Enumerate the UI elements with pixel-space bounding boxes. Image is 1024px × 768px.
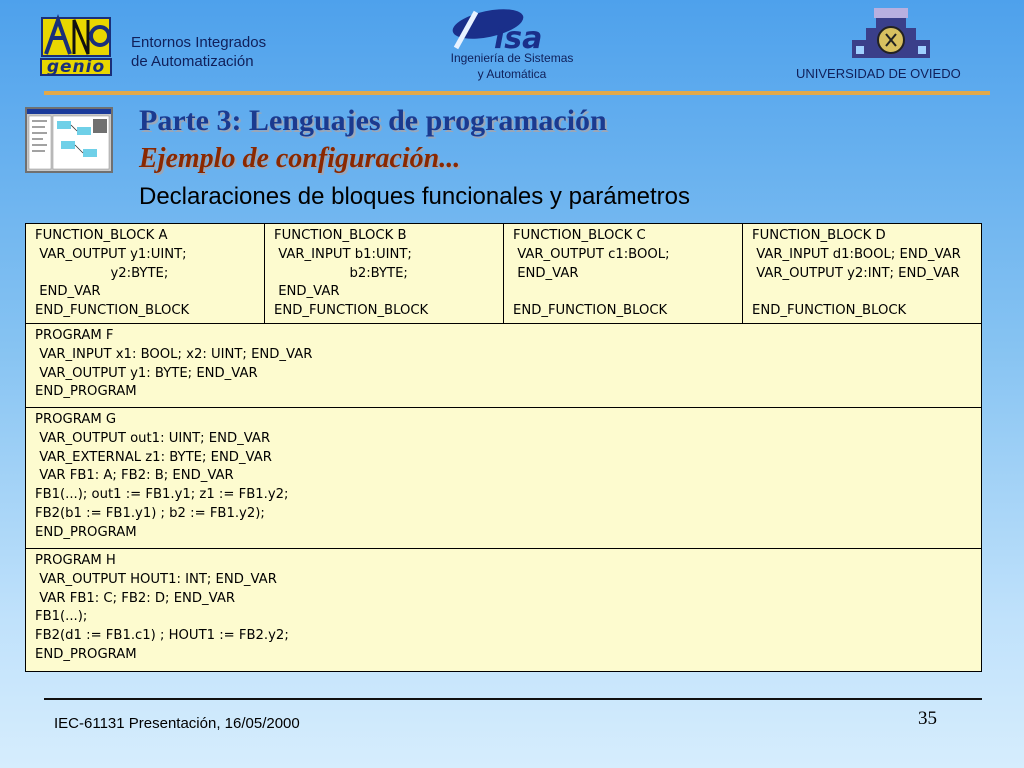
- function-block-c-cell: FUNCTION_BLOCK C VAR_OUTPUT c1:BOOL; END_VAR END_FUNCTION_BLOCK: [504, 224, 743, 324]
- window-diagram-icon: [27, 109, 111, 171]
- program-h-row: [26, 548, 982, 671]
- footer-presentation: IEC-61131 Presentación, 16/05/2000: [54, 715, 300, 732]
- university-name: UNIVERSIDAD DE OVIEDO: [796, 66, 961, 81]
- header-divider: [44, 91, 990, 95]
- code-declarations-table: [25, 223, 982, 672]
- isa-emblem-icon: [448, 6, 566, 50]
- department-name: [430, 50, 594, 82]
- function-block-b-cell: FUNCTION_BLOCK B VAR_INPUT b1:UINT; b2:BYTE; END_VAR END_FUNCTION_BLOCK: [265, 224, 504, 324]
- program-f-cell: PROGRAM F VAR_INPUT x1: BOOL; x2: UINT; END_VAR VAR_OUTPUT y1: BYTE; END_VAR END_PROGRAM: [26, 323, 982, 407]
- function-blocks-row: [26, 224, 982, 324]
- org-name-line2: de Automatización: [131, 53, 254, 70]
- software-screenshot-thumbnail: [25, 107, 113, 173]
- function-block-a-cell: FUNCTION_BLOCK A VAR_OUTPUT y1:UINT; y2:BYTE; END_VAR END_FUNCTION_BLOCK: [26, 224, 265, 324]
- slide-title: Parte 3: Lenguajes de programación: [139, 104, 607, 137]
- program-h-cell: PROGRAM H VAR_OUTPUT HOUT1: INT; END_VAR VAR FB1: C; FB2: D; END_VAR FB1(...); FB2(d1 := FB1.c1) ; HOUT1 := FB2.y2; END_PROGRAM: [26, 548, 982, 671]
- page-number: 35: [918, 708, 937, 729]
- department-line1: Ingeniería de Sistemas: [450, 51, 574, 65]
- genio-emblem-icon: [40, 14, 112, 58]
- genio-logo-text: genio: [40, 58, 112, 76]
- program-g-cell: PROGRAM G VAR_OUTPUT out1: UINT; END_VAR VAR_EXTERNAL z1: BYTE; END_VAR VAR FB1: A; FB2: B; END_VAR FB1(...); out1 := FB1.y1; z1 := FB1.y2; FB2(b1 := FB1.y1) ; b2 := FB1.y2); END_PROGRAM: [26, 407, 982, 548]
- program-f-row: [26, 323, 982, 407]
- slide-subtitle-italic: Ejemplo de configuración...: [139, 143, 461, 174]
- svg-text:isa: isa: [494, 21, 543, 50]
- function-block-d-cell: FUNCTION_BLOCK D VAR_INPUT d1:BOOL; END_VAR VAR_OUTPUT y2:INT; END_VAR END_FUNCTION_BLOCK: [743, 224, 982, 324]
- footer-divider: [44, 698, 982, 700]
- org-name-line1: Entornos Integrados: [131, 34, 267, 51]
- program-g-row: [26, 407, 982, 548]
- department-line2: y Automática: [477, 67, 547, 81]
- university-crest: [846, 4, 936, 60]
- slide-subtitle: Declaraciones de bloques funcionales y parámetros: [139, 183, 690, 210]
- isa-logo: [448, 6, 566, 50]
- org-name: [131, 33, 266, 71]
- university-crest-icon: [846, 4, 936, 60]
- genio-logo: [40, 14, 112, 76]
